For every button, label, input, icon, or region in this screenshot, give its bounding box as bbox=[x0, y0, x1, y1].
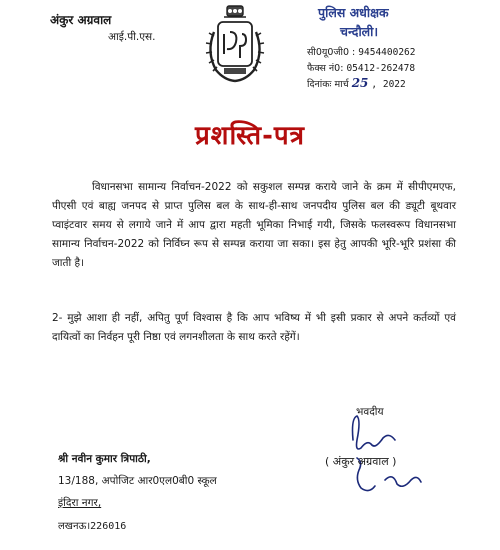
fax-number: 05412-262478 bbox=[346, 63, 416, 74]
date-year: , 2022 bbox=[371, 79, 406, 90]
recipient-address-line-1: 13/188, अपोजिट आर0एल0बी0 स्कूल bbox=[58, 475, 217, 487]
date-line bbox=[307, 76, 406, 90]
closing-salutation: भवदीय bbox=[356, 406, 384, 418]
fax-label: फैक्स नं0: bbox=[307, 63, 344, 74]
body-paragraph-1: विधानसभा सामान्य निर्वाचन-2022 को सकुशल सम्पन्न कराये जाने के क्रम में सीपीएमएफ, पीएसी एवं बाह्य जनपद से प्राप्त पुलिस बल के साथ-ही-साथ जनपदीय पुलिस बल की ड्यूटी बूथवार प्वाइंटवार समय से लगाये जाने में आप द्वारा महती भूमिका निभाई गयी, जिसके फलस्वरूप विधानसभा सामान्य निर्वाचन-2022 को निर्विघ्न रूप से सम्पन्न कराया जा सका। इस हेतु आपकी भूरि-भूरि प्रशंसा की जाती है। bbox=[52, 181, 456, 269]
recipient-address-line-3: लखनऊ।226016 bbox=[58, 521, 127, 532]
body-paragraph-2: 2- मुझे आशा ही नहीं, अपितु पूर्ण विश्वास है कि आप भविष्य में भी इसी प्रकार से अपने कर्तव्यों एवं दायित्वों का निर्वहन पूरी निष्ठा एवं लगनशीलता के साथ करते रहेंगें। bbox=[52, 312, 456, 343]
sender-rank: आई.पी.एस. bbox=[108, 31, 156, 43]
police-emblem-icon bbox=[200, 2, 270, 84]
office-place: चन्दौली। bbox=[340, 24, 379, 39]
date-label: दिनांकः मार्च bbox=[307, 79, 349, 90]
recipient-address-line-2: इंदिरा नगर, bbox=[58, 497, 102, 509]
signature-icon bbox=[345, 410, 425, 495]
sender-name: अंकुर अग्रवाल bbox=[50, 13, 112, 27]
recipient-name: श्री नवीन कुमार त्रिपाठी, bbox=[58, 453, 151, 465]
fax-line bbox=[307, 61, 415, 74]
signatory-name: ( अंकुर अग्रवाल ) bbox=[325, 455, 397, 468]
date-day: 25 bbox=[351, 76, 369, 90]
cug-line bbox=[307, 45, 416, 58]
certificate-title: प्रशस्ति-पत्र bbox=[194, 121, 306, 151]
office-title: पुलिस अधीक्षक bbox=[318, 5, 389, 20]
cug-label: सी0यू0जी0 : bbox=[307, 47, 356, 58]
cug-number: 9454400262 bbox=[358, 47, 416, 58]
